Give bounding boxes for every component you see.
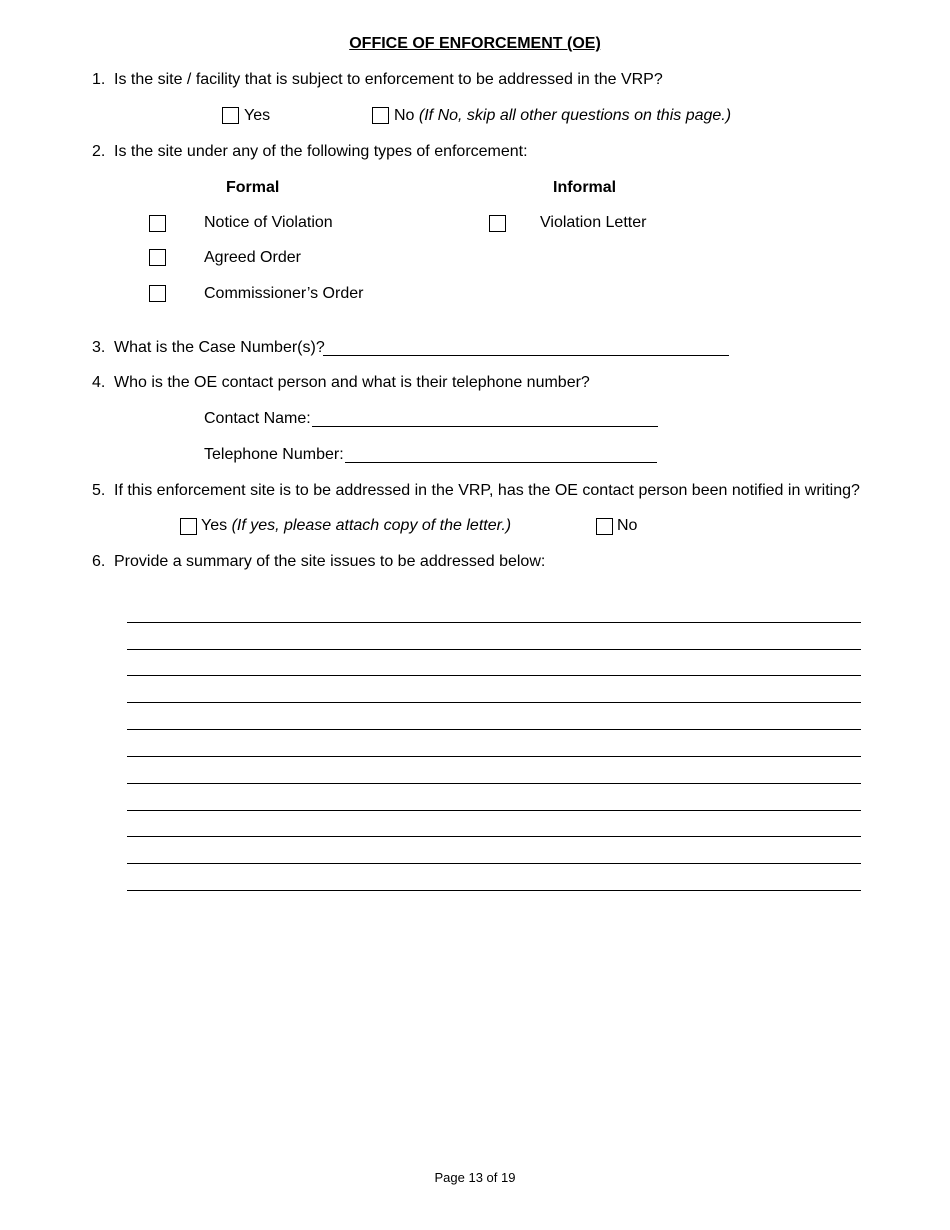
contact-name-field[interactable]: [312, 426, 658, 427]
q2-number: 2.: [92, 143, 106, 160]
contact-name-label: Contact Name:: [204, 410, 311, 427]
q1-yes-label: Yes: [244, 107, 271, 124]
q5-text: If this enforcement site is to be addressed in the VRP, has the OE contact person been notified in writing?: [114, 482, 860, 499]
agreed-order-checkbox[interactable]: [149, 249, 166, 266]
summary-line[interactable]: [127, 783, 861, 784]
commissioners-order-checkbox[interactable]: [149, 285, 166, 302]
q1-no-label: No: [394, 107, 415, 124]
summary-line[interactable]: [127, 729, 861, 730]
summary-line[interactable]: [127, 622, 861, 623]
agreed-order-label: Agreed Order: [204, 249, 301, 266]
q6-text: Provide a summary of the site issues to be addressed below:: [114, 553, 546, 570]
telephone-number-field[interactable]: [345, 462, 657, 463]
case-number-field[interactable]: [323, 355, 729, 356]
summary-line[interactable]: [127, 675, 861, 676]
notice-of-violation-label: Notice of Violation: [204, 214, 333, 231]
q1-text: Is the site / facility that is subject to enforcement to be addressed in the VRP?: [114, 71, 663, 88]
q5-yes-note: (If yes, please attach copy of the letter.): [231, 517, 512, 534]
q1-no-checkbox[interactable]: [372, 107, 389, 124]
summary-line[interactable]: [127, 863, 861, 864]
q1-no-note: (If No, skip all other questions on this page.): [418, 107, 732, 124]
q4-number: 4.: [92, 374, 106, 391]
q5-yes-label: Yes: [201, 517, 228, 534]
notice-of-violation-checkbox[interactable]: [149, 215, 166, 232]
q1-number: 1.: [92, 71, 106, 88]
q5-yes-option: [201, 516, 511, 536]
summary-line[interactable]: [127, 756, 861, 757]
page-number: Page 13 of 19: [434, 1170, 516, 1185]
summary-line[interactable]: [127, 890, 861, 891]
summary-line[interactable]: [127, 810, 861, 811]
q6-number: 6.: [92, 553, 106, 570]
commissioners-order-label: Commissioner’s Order: [204, 285, 364, 302]
q5-yes-checkbox[interactable]: [180, 518, 197, 535]
informal-header: Informal: [553, 179, 617, 196]
q1-no-option: [394, 106, 731, 126]
violation-letter-checkbox[interactable]: [489, 215, 506, 232]
q1-yes-checkbox[interactable]: [222, 107, 239, 124]
q3-text: What is the Case Number(s)?: [114, 339, 325, 356]
telephone-number-label: Telephone Number:: [204, 446, 344, 463]
page-title: OFFICE OF ENFORCEMENT (OE): [349, 35, 601, 52]
q3-number: 3.: [92, 339, 106, 356]
violation-letter-label: Violation Letter: [540, 214, 647, 231]
summary-line[interactable]: [127, 836, 861, 837]
q5-no-checkbox[interactable]: [596, 518, 613, 535]
q4-text: Who is the OE contact person and what is their telephone number?: [114, 374, 590, 391]
summary-line[interactable]: [127, 649, 861, 650]
q5-no-label: No: [617, 517, 638, 534]
summary-line[interactable]: [127, 702, 861, 703]
q2-text: Is the site under any of the following types of enforcement:: [114, 143, 528, 160]
formal-header: Formal: [226, 179, 280, 196]
q5-number: 5.: [92, 482, 106, 499]
